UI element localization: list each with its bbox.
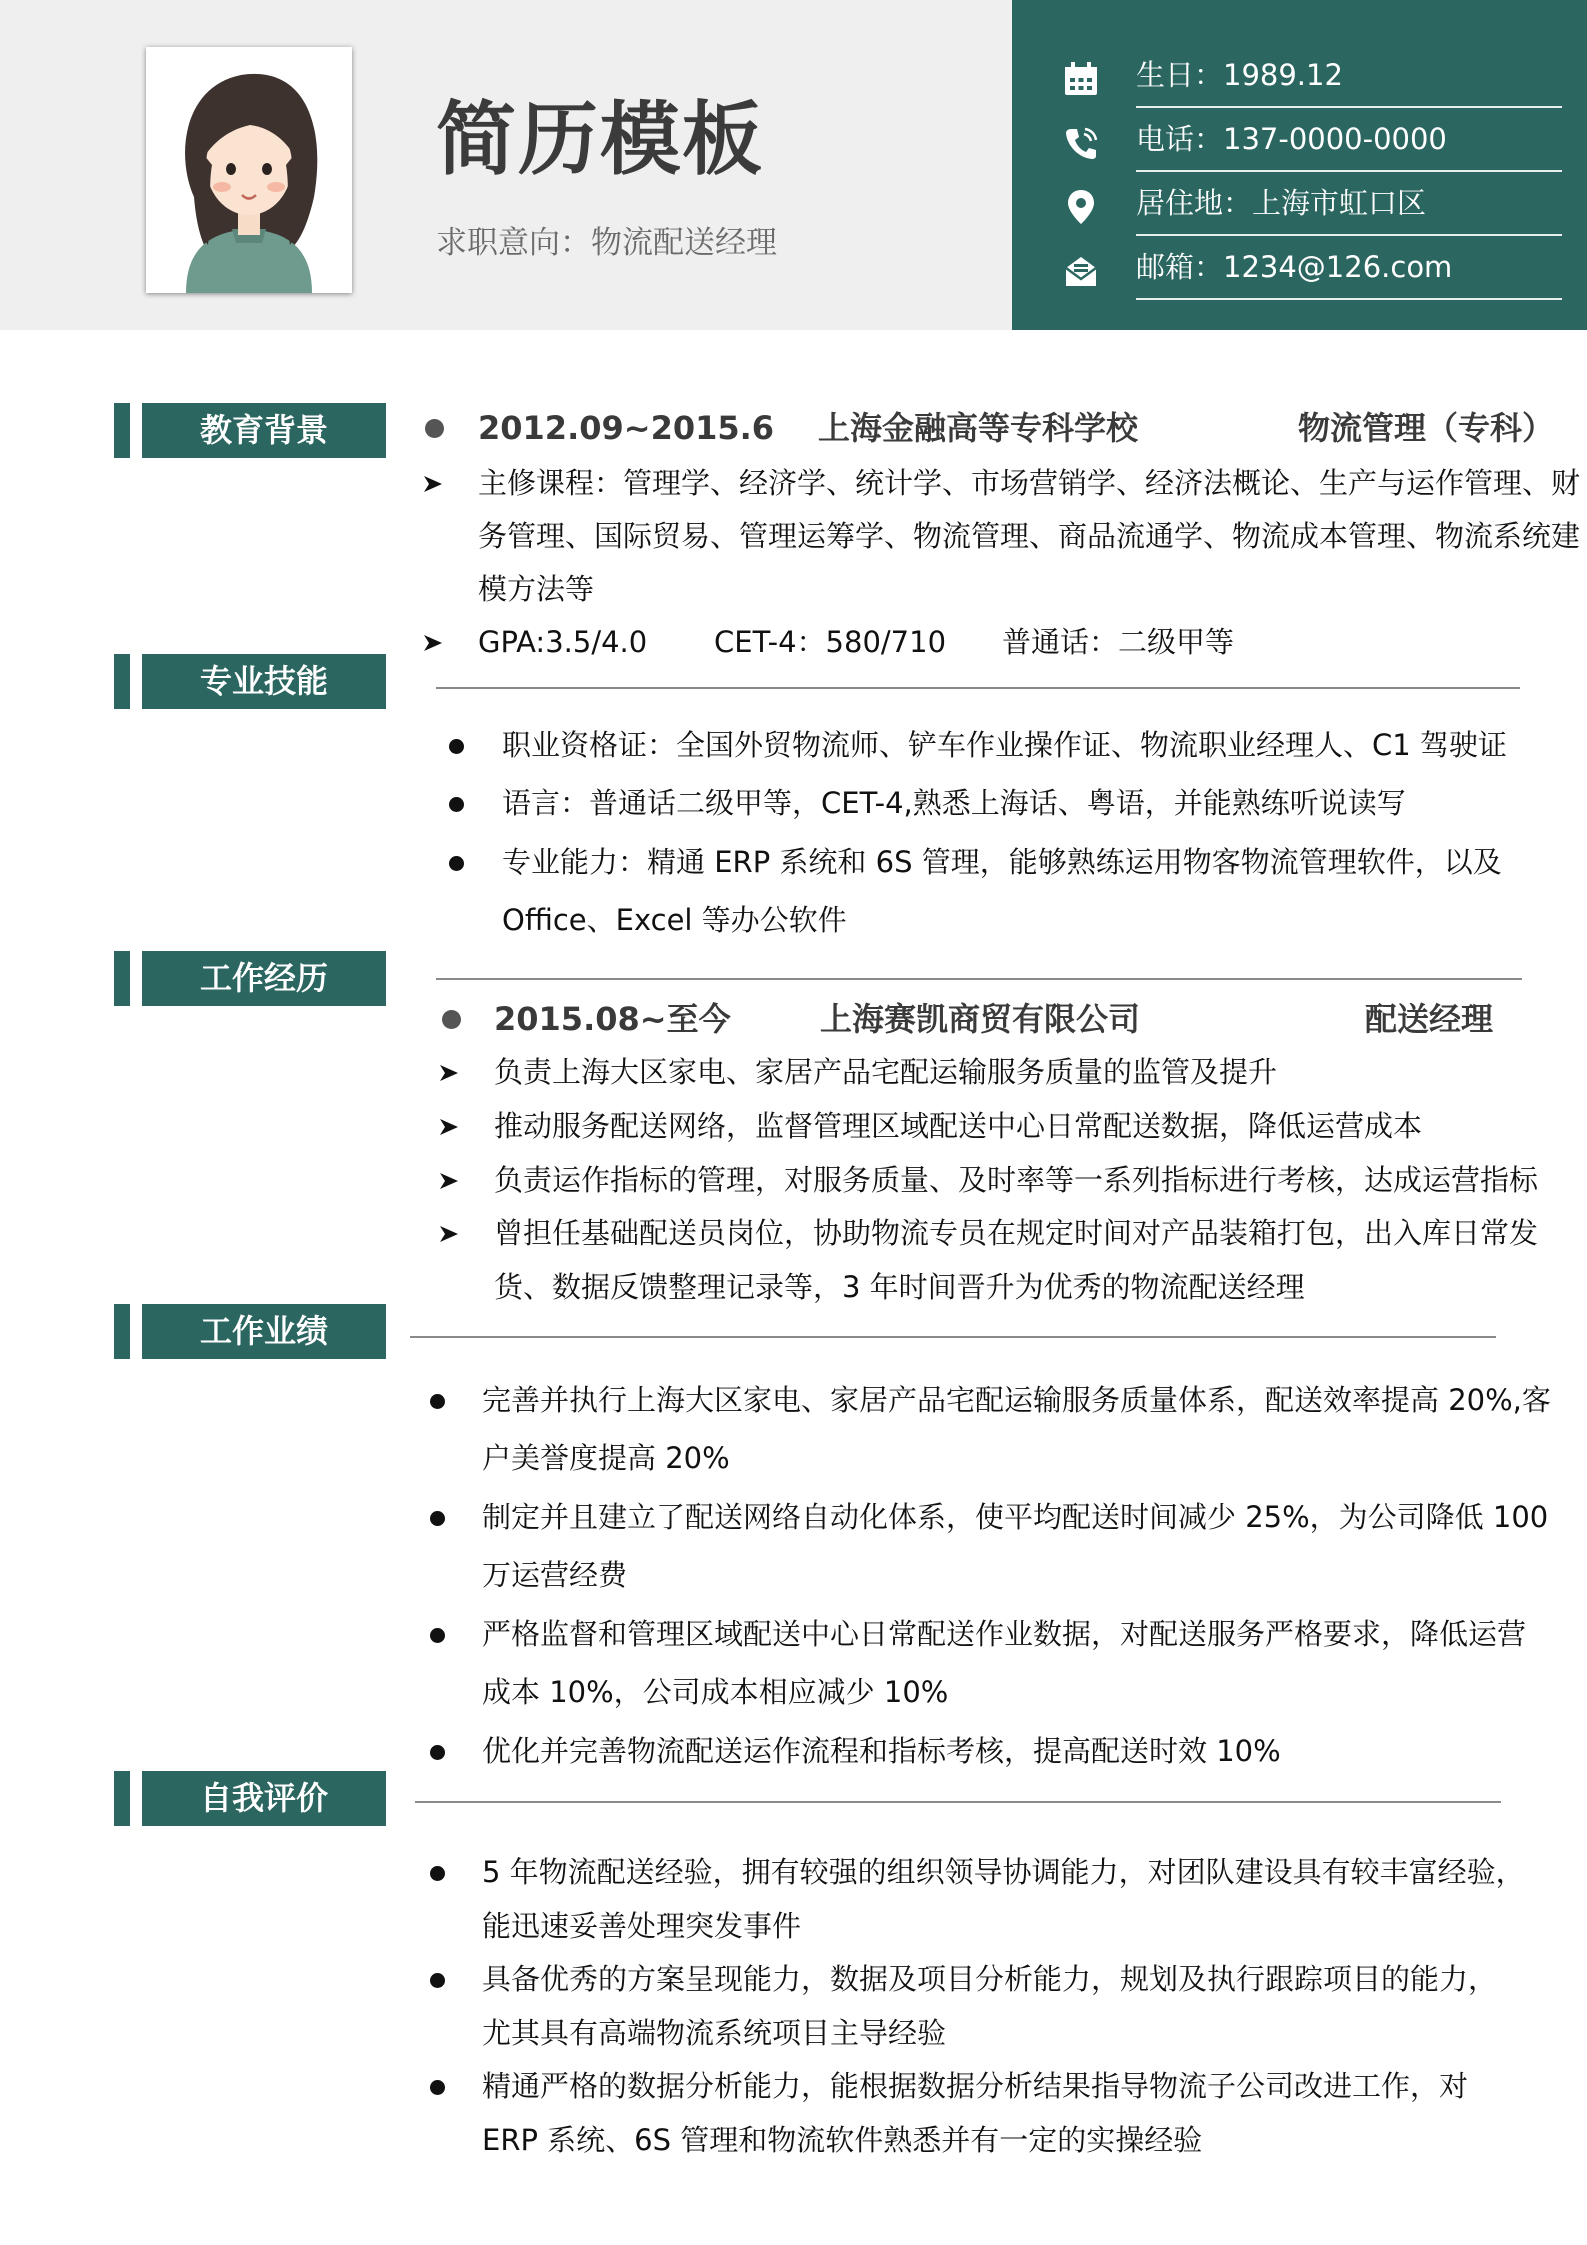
contact-text: 电话：137-0000-0000	[1136, 122, 1447, 156]
work-title: 配送经理	[1365, 1000, 1494, 1038]
arrow-bullet-icon	[421, 472, 445, 496]
bullet-dot	[430, 1973, 445, 1988]
section-title: 自我评价	[142, 1771, 386, 1826]
self-eval-item: 精通严格的数据分析能力，能根据数据分析结果指导物流子公司改进工作，对	[482, 2069, 1469, 2103]
edu-courses-line: 主修课程：管理学、经济学、统计学、市场营销学、经济法概论、生产与运作管理、财	[478, 466, 1581, 500]
achievement-item: 严格监督和管理区域配送中心日常配送作业数据，对配送服务严格要求，降低运营	[482, 1617, 1527, 1651]
work-duty: 推动服务配送网络，监督管理区域配送中心日常配送数据，降低运营成本	[494, 1109, 1423, 1143]
arrow-bullet-icon	[437, 1061, 461, 1085]
achievement-item: 成本 10%，公司成本相应减少 10%	[482, 1675, 949, 1709]
divider	[1136, 298, 1562, 300]
contact-phone	[1060, 116, 1504, 166]
bullet-dot	[425, 419, 444, 438]
section-tag-self-eval	[114, 1771, 386, 1826]
bullet-dot	[430, 1745, 445, 1760]
divider	[410, 1336, 1496, 1338]
achievement-item: 户美誉度提高 20%	[482, 1441, 730, 1475]
section-title: 专业技能	[142, 654, 386, 709]
arrow-bullet-icon	[437, 1222, 461, 1246]
location-pin-icon	[1060, 188, 1102, 226]
avatar-illustration	[146, 47, 352, 293]
edu-cet: CET-4：580/710	[714, 625, 947, 659]
work-duty: 负责上海大区家电、家居产品宅配运输服务质量的监管及提升	[494, 1055, 1278, 1089]
section-tag-skills	[114, 654, 386, 709]
achievement-item: 完善并执行上海大区家电、家居产品宅配运输服务质量体系，配送效率提高 20%,客	[482, 1383, 1551, 1417]
divider	[1136, 106, 1562, 108]
bullet-dot	[449, 856, 464, 871]
contact-text: 居住地：上海市虹口区	[1136, 186, 1427, 220]
contact-text: 生日：1989.12	[1136, 58, 1343, 92]
edu-gpa: GPA:3.5/4.0	[478, 625, 648, 659]
contact-birthday	[1060, 52, 1504, 102]
phone-icon	[1060, 124, 1102, 162]
skill-item: 专业能力：精通 ERP 系统和 6S 管理，能够熟练运用物客物流管理软件，以及	[502, 845, 1502, 879]
achievement-item: 优化并完善物流配送运作流程和指标考核，提高配送时效 10%	[482, 1734, 1281, 1768]
divider	[436, 978, 1522, 980]
edu-mandarin: 普通话：二级甲等	[1002, 625, 1235, 659]
bullet-dot	[430, 1628, 445, 1643]
resume-title: 简历模板	[436, 93, 764, 186]
section-tag-achievements	[114, 1304, 386, 1359]
work-duty: 货、数据反馈整理记录等，3 年时间晋升为优秀的物流配送经理	[494, 1270, 1305, 1304]
arrow-bullet-icon	[421, 631, 445, 655]
divider	[1136, 170, 1562, 172]
bullet-dot	[442, 1010, 461, 1029]
self-eval-item: 具备优秀的方案呈现能力，数据及项目分析能力，规划及执行跟踪项目的能力，	[482, 1962, 1498, 1996]
bullet-dot	[430, 1511, 445, 1526]
mail-icon	[1060, 252, 1102, 290]
achievement-item: 万运营经费	[482, 1558, 628, 1592]
contact-address	[1060, 180, 1504, 230]
work-duty: 负责运作指标的管理，对服务质量、及时率等一系列指标进行考核，达成运营指标	[494, 1163, 1539, 1197]
job-objective: 求职意向：物流配送经理	[436, 225, 777, 261]
profile-photo	[146, 47, 352, 293]
section-tag-work	[114, 951, 386, 1006]
bullet-dot	[430, 1866, 445, 1881]
work-duty: 曾担任基础配送员岗位，协助物流专员在规定时间对产品装箱打包，出入库日常发	[494, 1216, 1539, 1250]
arrow-bullet-icon	[437, 1169, 461, 1193]
bullet-dot	[449, 739, 464, 754]
skill-item: 语言：普通话二级甲等，CET-4,熟悉上海话、粤语，并能熟练听说读写	[502, 786, 1406, 820]
achievement-item: 制定并且建立了配送网络自动化体系，使平均配送时间减少 25%，为公司降低 100	[482, 1500, 1549, 1534]
section-title: 教育背景	[142, 403, 386, 458]
work-company: 上海赛凯商贸有限公司	[820, 1000, 1141, 1038]
divider	[436, 687, 1520, 689]
edu-school: 上海金融高等专科学校	[818, 409, 1139, 447]
divider	[415, 1801, 1501, 1803]
bullet-dot	[430, 2080, 445, 2095]
divider	[1136, 234, 1562, 236]
skill-item: Office、Excel 等办公软件	[502, 903, 847, 937]
edu-major: 物流管理（专科）	[1298, 409, 1555, 447]
bullet-dot	[449, 797, 464, 812]
contact-email	[1060, 244, 1504, 294]
section-title: 工作经历	[142, 951, 386, 1006]
edu-period: 2012.09~2015.6	[478, 409, 775, 447]
section-tag-education	[114, 403, 386, 458]
bullet-dot	[430, 1394, 445, 1409]
self-eval-item: 5 年物流配送经验，拥有较强的组织领导协调能力，对团队建设具有较丰富经验，	[482, 1855, 1525, 1889]
work-period: 2015.08~至今	[494, 1000, 731, 1038]
skill-item: 职业资格证：全国外贸物流师、铲车作业操作证、物流职业经理人、C1 驾驶证	[502, 728, 1507, 762]
self-eval-item: 能迅速妥善处理突发事件	[482, 1909, 802, 1943]
self-eval-item: 尤其具有高端物流系统项目主导经验	[482, 2016, 947, 2050]
arrow-bullet-icon	[437, 1115, 461, 1139]
self-eval-item: ERP 系统、6S 管理和物流软件熟悉并有一定的实操经验	[482, 2123, 1203, 2157]
section-title: 工作业绩	[142, 1304, 386, 1359]
contact-text: 邮箱：1234@126.com	[1136, 250, 1453, 284]
edu-courses-line: 模方法等	[478, 572, 595, 606]
edu-courses-line: 务管理、国际贸易、管理运筹学、物流管理、商品流通学、物流成本管理、物流系统建	[478, 519, 1581, 553]
calendar-icon	[1060, 60, 1102, 98]
